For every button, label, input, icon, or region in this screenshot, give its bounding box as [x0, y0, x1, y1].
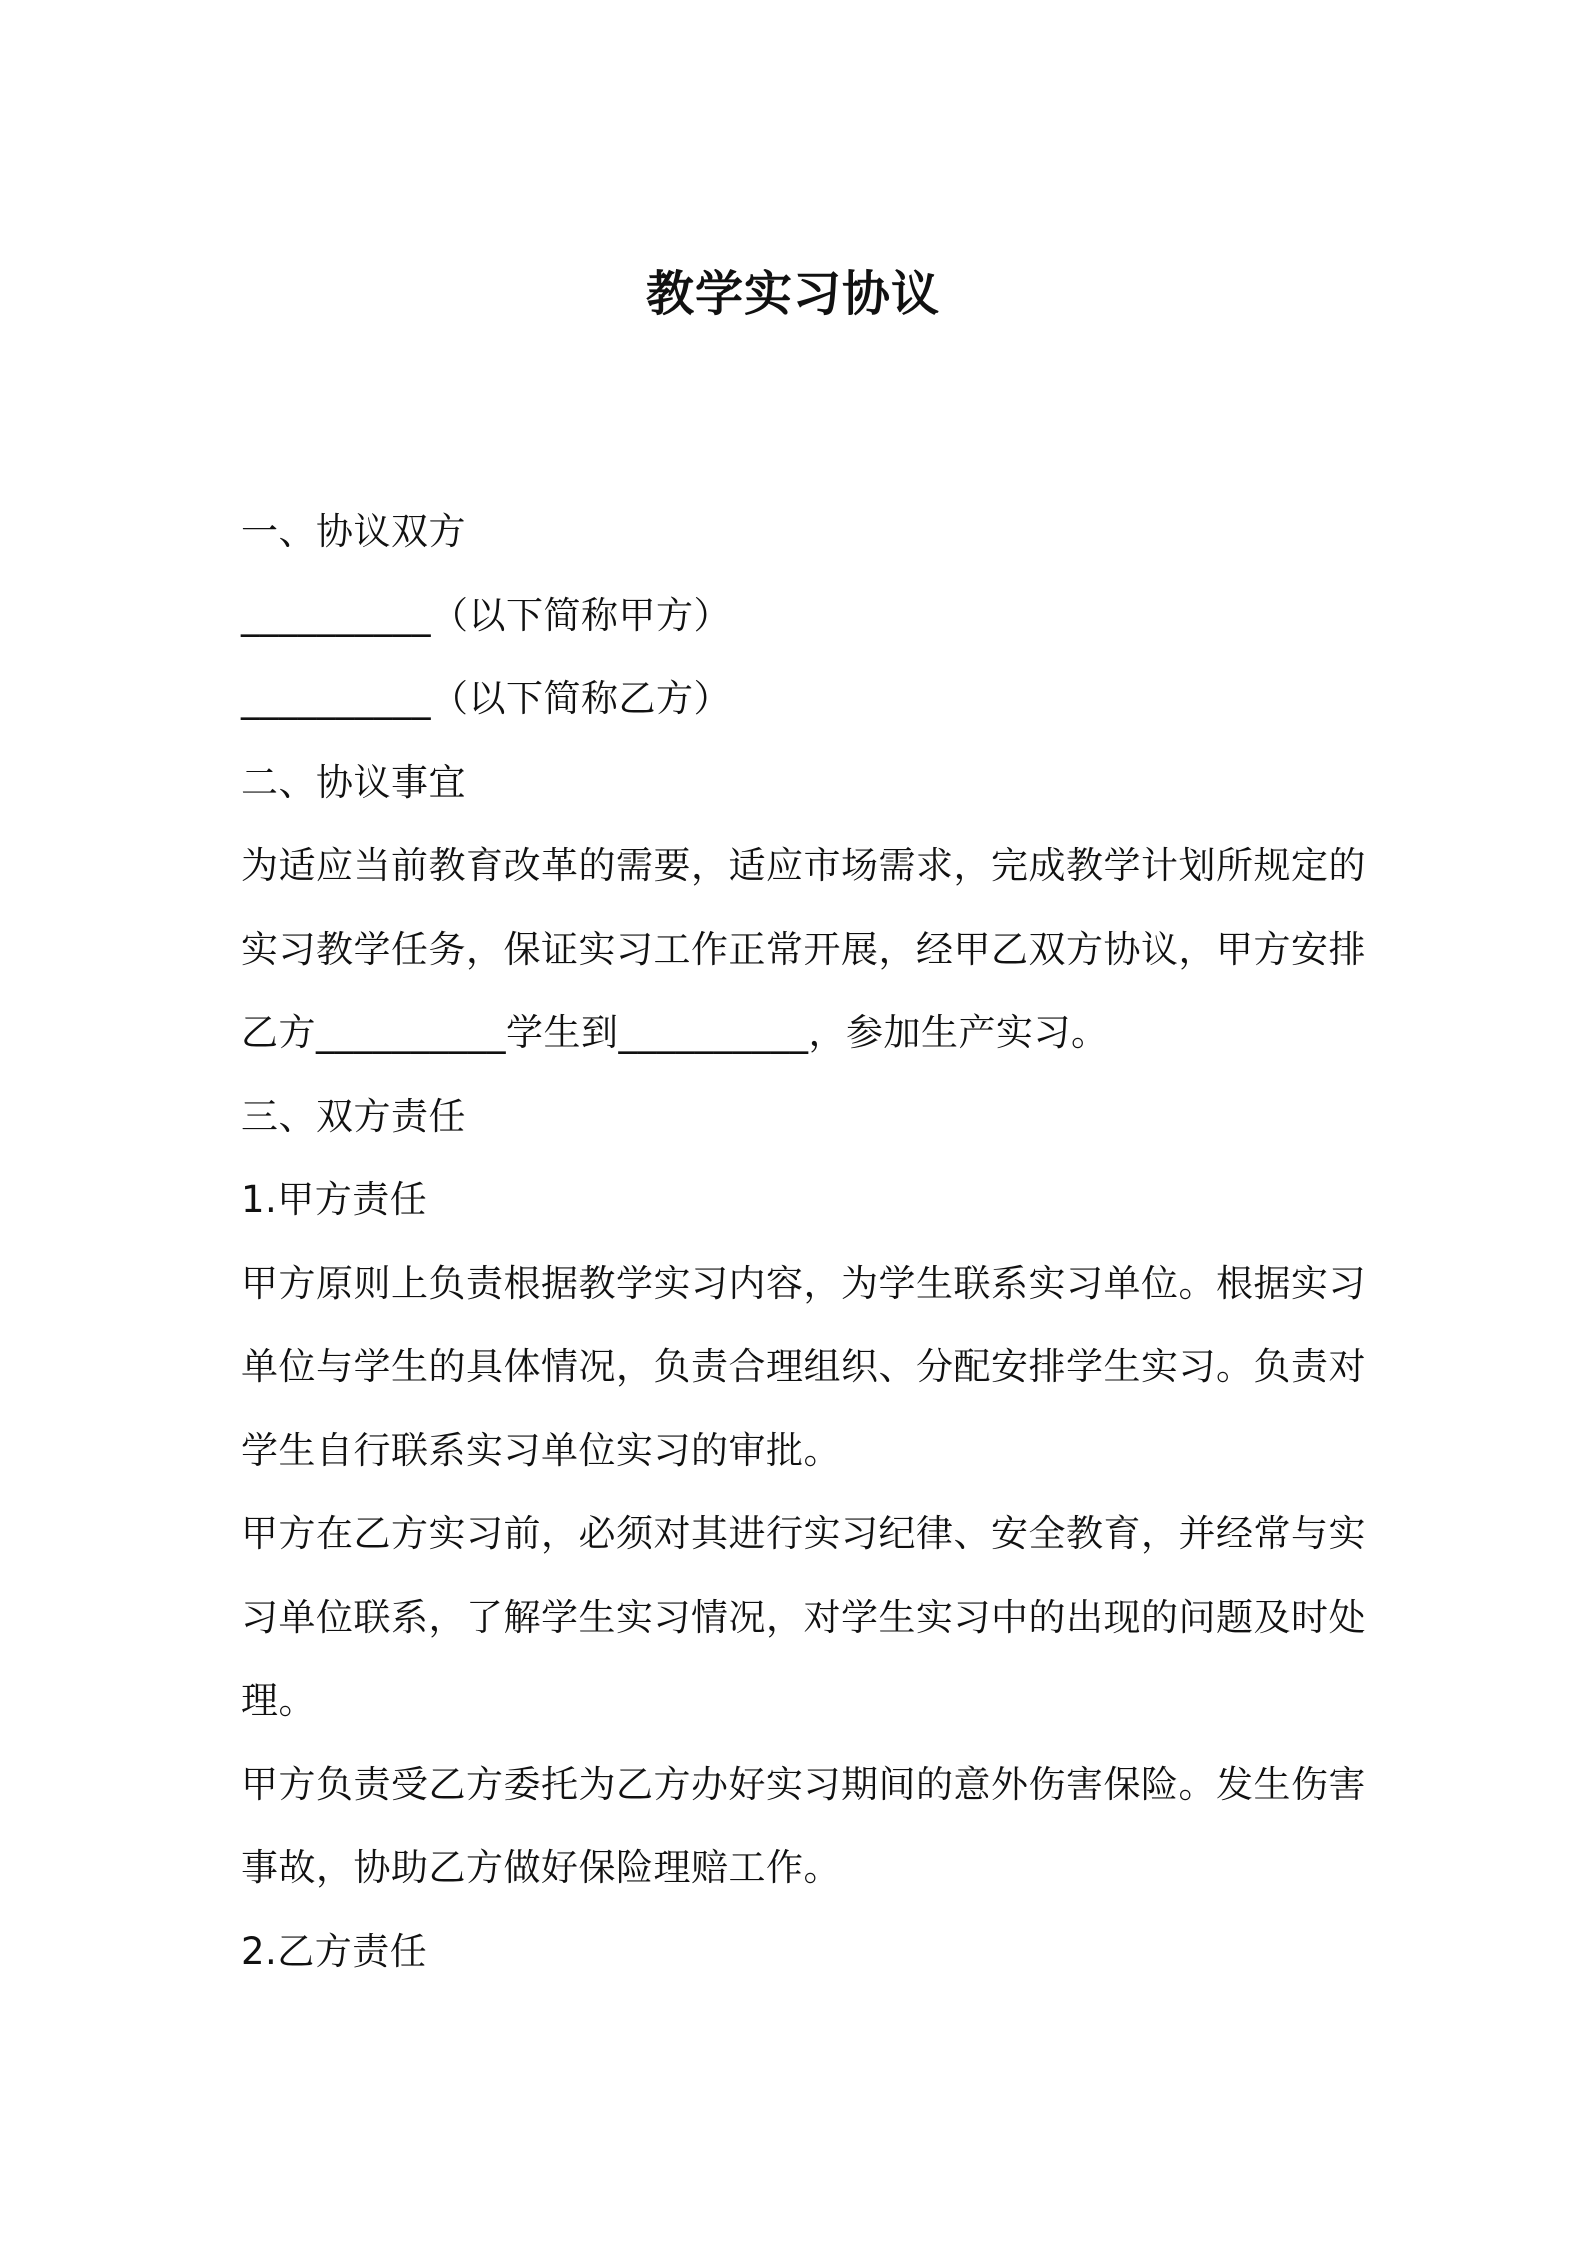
subheading-party-a-responsibility: 1.甲方责任 — [241, 1178, 428, 1221]
paragraph-line: 甲方在乙方实习前，必须对其进行实习纪律、安全教育，并经常与实 — [241, 1512, 1366, 1555]
section-heading-parties: 一、协议双方 — [241, 510, 466, 553]
document-title: 教学实习协议 — [645, 266, 940, 322]
paragraph-line: 习单位联系，了解学生实习情况，对学生实习中的出现的问题及时处 — [241, 1595, 1366, 1639]
party-b-line: __________（以下简称乙方） — [241, 677, 731, 720]
paragraph-line: 单位与学生的具体情况，负责合理组织、分配安排学生实习。负责对 — [241, 1345, 1366, 1388]
paragraph-line: 实习教学任务，保证实习工作正常开展，经甲乙双方协议，甲方安排 — [241, 927, 1366, 971]
paragraph-line: 为适应当前教育改革的需要，适应市场需求，完成教学计划所规定的 — [241, 844, 1366, 887]
party-a-line: __________（以下简称甲方） — [241, 593, 731, 637]
paragraph-line: 事故，协助乙方做好保险理赔工作。 — [241, 1846, 841, 1889]
paragraph-line: 甲方原则上负责根据教学实习内容，为学生联系实习单位。根据实习 — [241, 1261, 1366, 1305]
paragraph-line: 学生自行联系实习单位实习的审批。 — [241, 1428, 841, 1472]
document-body — [241, 490, 1366, 1993]
subheading-party-b-responsibility: 2.乙方责任 — [241, 1929, 428, 1973]
section-heading-responsibilities: 三、双方责任 — [241, 1094, 466, 1138]
paragraph-line: 乙方__________学生到__________，参加生产实习。 — [241, 1011, 1109, 1054]
section-heading-matters: 二、协议事宜 — [241, 760, 466, 804]
paragraph-line: 甲方负责受乙方委托为乙方办好实习期间的意外伤害保险。发生伤害 — [241, 1762, 1366, 1806]
paragraph-line: 理。 — [241, 1679, 316, 1722]
